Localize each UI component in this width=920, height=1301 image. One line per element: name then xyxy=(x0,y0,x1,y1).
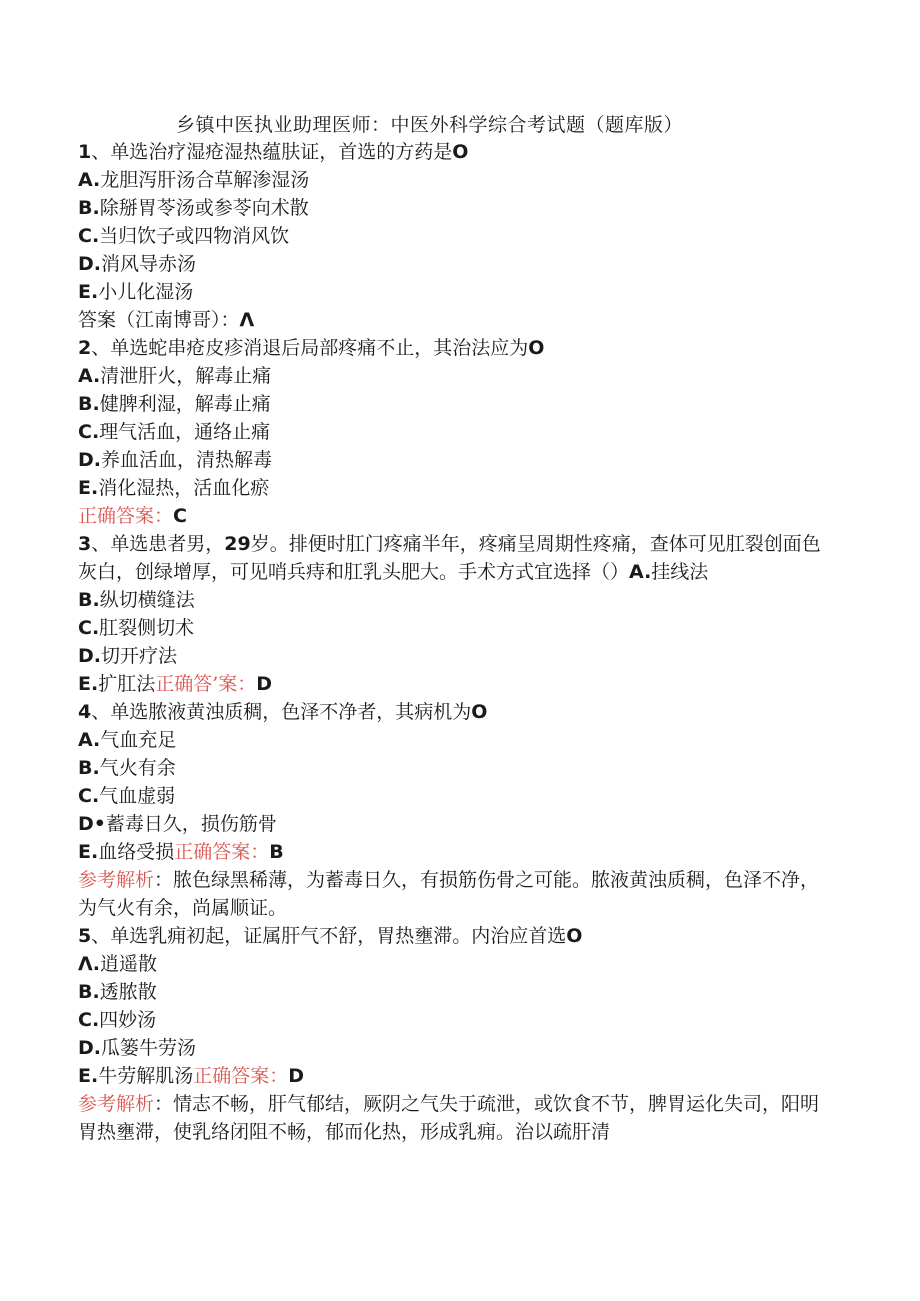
analysis xyxy=(78,866,838,922)
option-b: B.除掰胃苓汤或参苓向术散 xyxy=(78,197,309,219)
option-a: A.气血充足 xyxy=(78,729,177,751)
option-e: E.消化湿热，活血化瘀 xyxy=(78,477,270,499)
option-d: D.养血活血，清热解毒 xyxy=(78,449,273,471)
answer-line xyxy=(78,502,838,530)
option-b: B.透脓散 xyxy=(78,981,157,1003)
answer-label: 正确答’案： xyxy=(155,673,257,695)
question-text: 、单选治疗湿疮湿热蕴肤证，首选的方药是 xyxy=(91,141,453,163)
answer-line xyxy=(78,306,838,334)
option-e-with-answer: E.血络受损正确答案：B xyxy=(78,841,284,863)
option-a: A.龙胆泻肝汤合草解渗湿汤 xyxy=(78,169,310,191)
option-e-with-answer: E.牛劳解肌汤正确答案：D xyxy=(78,1065,305,1087)
answer-label: 正确答案： xyxy=(174,841,270,863)
option-b: B.纵切横缝法 xyxy=(78,589,195,611)
answer-value: D xyxy=(288,1065,305,1087)
option-b: B.气火有余 xyxy=(78,757,176,779)
option-d: D.切开疗法 xyxy=(78,645,178,667)
option-d: D•蓄毒日久，损伤筋骨 xyxy=(78,813,277,835)
question-number: 3 xyxy=(78,533,92,555)
question-text: 、单选蛇串疮皮疹消退后局部疼痛不止，其治法应为 xyxy=(91,337,529,359)
question-1-stem xyxy=(78,138,838,166)
analysis-text: ：脓色绿黑稀薄，为蓄毒日久，有损筋伤骨之可能。脓液黄浊质稠，色泽不净，为气火有余，尚属顺证。 xyxy=(78,869,820,919)
answer-value: D xyxy=(256,673,273,695)
option-a-key: A. xyxy=(629,561,652,583)
answer-label: 正确答案： xyxy=(193,1065,289,1087)
blank-paren: O xyxy=(528,337,545,359)
patient-age: 29 xyxy=(224,533,251,555)
question-number: 4 xyxy=(78,701,92,723)
question-text: 、单选脓液黄浊质稠，色泽不净者，其病机为 xyxy=(91,701,472,723)
analysis-text: ：情志不畅，肝气郁结，厥阴之气失于疏泄，或饮食不节，脾胃运化失司，阳明胃热壅滞，使乳络闭阻不畅，郁而化热，形成乳痈。治以疏肝清 xyxy=(78,1093,820,1143)
option-d: D.消风导赤汤 xyxy=(78,253,197,275)
question-text: 、单选乳痈初起，证属肝气不舒，胃热壅滞。内治应首选 xyxy=(91,925,567,947)
analysis-label: 参考解析 xyxy=(78,869,155,891)
question-2-stem xyxy=(78,334,838,362)
option-c: C.肛裂侧切术 xyxy=(78,617,195,639)
question-number: 2 xyxy=(78,337,92,359)
option-e-with-answer: E.扩肛法正确答’案：D xyxy=(78,673,273,695)
answer-label: 答案（江南博哥）： xyxy=(78,309,240,331)
question-3-stem: 3、单选患者男，29岁。排便时肛门疼痛半年，疼痛呈周期性疼痛，查体可见肛裂创面色灰白，创绿增厚，可见哨兵痔和肛乳头肥大。手术方式宜选择（）A.挂线法 xyxy=(78,533,821,583)
option-a: Λ.逍遥散 xyxy=(78,953,157,975)
option-a: A.清泄肝火，解毒止痛 xyxy=(78,365,272,387)
answer-value: Λ xyxy=(239,309,255,331)
option-c: C.气血虚弱 xyxy=(78,785,176,807)
answer-value: C xyxy=(173,505,187,527)
option-a-text: 挂线法 xyxy=(651,561,709,583)
question-number: 1 xyxy=(78,141,92,163)
question-5-stem xyxy=(78,922,838,950)
analysis-label: 参考解析 xyxy=(78,1093,155,1115)
option-b: B.健脾利湿，解毒止痛 xyxy=(78,393,271,415)
question-4-stem xyxy=(78,698,838,726)
question-number: 5 xyxy=(78,925,92,947)
blank-paren: O xyxy=(471,701,488,723)
option-c: C.四妙汤 xyxy=(78,1009,157,1031)
option-d: D.瓜篓牛劳汤 xyxy=(78,1037,197,1059)
blank-paren: O xyxy=(566,925,583,947)
option-c: C.当归饮子或四物消风饮 xyxy=(78,225,290,247)
option-c: C.理气活血，通络止痛 xyxy=(78,421,271,443)
analysis xyxy=(78,1090,838,1146)
answer-label: 正确答案： xyxy=(78,505,174,527)
question-list xyxy=(78,138,838,1146)
blank-paren: O xyxy=(452,141,469,163)
option-e: E.小儿化湿汤 xyxy=(78,281,194,303)
document-title: 乡镇中医执业助理医师：中医外科学综合考试题（题库版） xyxy=(176,114,684,136)
answer-value: B xyxy=(269,841,284,863)
